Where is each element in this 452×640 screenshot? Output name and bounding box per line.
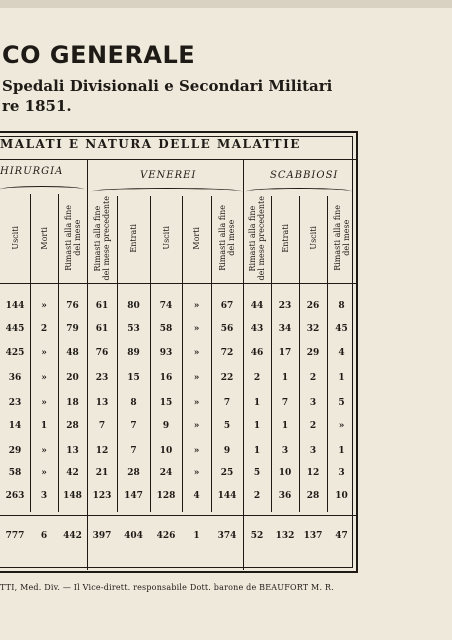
total-cell: 426	[156, 531, 176, 541]
column-header	[150, 196, 182, 280]
column-header-label: Usciti	[10, 226, 20, 250]
table-cell: 7	[130, 446, 137, 456]
header-divider	[0, 283, 356, 284]
table-cell: 4	[193, 491, 200, 501]
table-cell: 18	[66, 398, 79, 408]
table-cell: »	[41, 398, 47, 408]
table-cell: 79	[66, 324, 79, 334]
signature-line: TTI, Med. Div. — Il Vice-dirett. responsabile Dott. barone de BEAUFORT M. R.	[0, 583, 334, 592]
table-cell: 28	[306, 491, 320, 501]
table-cell: 43	[250, 324, 264, 334]
column-header-label: Rimasti alla fine del mese precedente	[248, 195, 266, 281]
table-cell: »	[41, 446, 47, 456]
table-cell: 67	[220, 301, 234, 311]
column-header	[87, 196, 117, 280]
table-cell: 7	[281, 398, 289, 408]
table-cell: 2	[309, 373, 317, 383]
column-header-label: Morti	[39, 226, 49, 250]
table-band-title	[0, 137, 362, 151]
table-cell: 4	[338, 348, 345, 358]
table-cell: 29	[306, 348, 320, 358]
table-cell: 34	[278, 324, 292, 334]
document-title: CO GENERALE	[2, 41, 196, 69]
table-cell: 28	[127, 468, 140, 478]
column-header	[211, 196, 243, 280]
table-cell: 32	[306, 324, 320, 334]
table-cell: 1	[338, 446, 345, 456]
total-cell: 404	[124, 531, 143, 541]
table-cell: 12	[95, 446, 109, 456]
table-cell: 10	[159, 446, 173, 456]
group-label-scabbiosi: SCABBIOSI	[270, 170, 339, 181]
table-cell: 2	[253, 491, 261, 501]
table-cell: 61	[95, 324, 109, 334]
table-cell: 263	[5, 491, 25, 501]
table-cell: 8	[338, 301, 345, 311]
table-cell: 3	[309, 398, 317, 408]
table-cell: 74	[159, 301, 173, 311]
table-cell: 425	[5, 348, 25, 358]
column-header-label: Rimasti alla fine del mese	[63, 205, 82, 271]
table-cell: 36	[8, 373, 22, 383]
table-cell: »	[193, 348, 200, 358]
table-cell: 123	[92, 491, 112, 501]
table-cell: 21	[95, 468, 109, 478]
table-cell: »	[193, 446, 200, 456]
table-cell: 20	[66, 373, 79, 383]
table-cell: 144	[5, 301, 25, 311]
table-cell: 76	[66, 301, 79, 311]
table-cell: 1	[253, 421, 261, 431]
table-cell: 5	[338, 398, 345, 408]
table-cell: 76	[95, 348, 109, 358]
table-cell: 29	[8, 446, 22, 456]
table-cell: 3	[40, 491, 48, 501]
table-cell: 1	[281, 421, 289, 431]
total-cell: 6	[40, 531, 48, 541]
column-header	[327, 196, 356, 280]
table-cell: 26	[306, 301, 320, 311]
column-header	[30, 196, 58, 280]
table-cell: »	[193, 398, 200, 408]
table-cell: 445	[5, 324, 25, 334]
table-cell: 14	[8, 421, 22, 431]
table-cell: 1	[40, 421, 48, 431]
table-cell: 23	[8, 398, 22, 408]
table-cell: »	[193, 324, 200, 334]
total-cell: 777	[5, 531, 25, 541]
total-cell: 137	[303, 531, 323, 541]
document-subtitle: Spedali Divisionali e Secondari Militari	[2, 77, 333, 95]
band-title-text: MALATI E NATURA DELLE MALATTIE	[0, 137, 301, 151]
table-cell: 72	[220, 348, 234, 358]
column-header-label: Rimasti alla fine del mese	[218, 205, 236, 271]
group-brace-venerei	[92, 188, 242, 195]
column-header-label: Rimasti alla fine del mese precedente	[93, 195, 111, 281]
table-cell: 58	[159, 324, 173, 334]
table-cell: 89	[127, 348, 140, 358]
total-cell: 47	[335, 531, 348, 541]
table-cell: 25	[220, 468, 234, 478]
table-cell: 93	[159, 348, 173, 358]
table-cell: 53	[127, 324, 140, 334]
table-cell: 16	[159, 373, 173, 383]
table-cell: 10	[335, 491, 348, 501]
column-header	[243, 196, 271, 280]
column-header-label: Morti	[192, 226, 201, 250]
table-cell: 1	[253, 446, 261, 456]
table-cell: »	[193, 468, 200, 478]
document-date-line: re 1851.	[2, 97, 72, 115]
table-cell: 80	[127, 301, 140, 311]
table-cell: 8	[130, 398, 137, 408]
table-cell: 7	[130, 421, 137, 431]
column-header-label: Entrati	[280, 223, 290, 253]
table-cell: 3	[338, 468, 345, 478]
table-cell: 42	[66, 468, 79, 478]
table-cell: »	[193, 301, 200, 311]
table-cell: 5	[223, 421, 231, 431]
table-cell: 148	[63, 491, 82, 501]
column-header-label: Usciti	[161, 226, 171, 250]
table-cell: 15	[127, 373, 140, 383]
table-cell: 128	[156, 491, 176, 501]
table-cell: 23	[95, 373, 109, 383]
column-header	[117, 196, 150, 280]
total-cell: 442	[63, 531, 82, 541]
column-header	[58, 196, 87, 280]
table-cell: 13	[66, 446, 79, 456]
group-label-venerei: VENEREI	[140, 170, 197, 181]
total-cell: 397	[92, 531, 112, 541]
table-cell: 2	[40, 324, 48, 334]
table-cell: 15	[159, 398, 173, 408]
table-cell: »	[338, 421, 345, 431]
group-brace-scabbiosi	[246, 188, 352, 195]
column-header	[182, 196, 211, 280]
table-cell: 24	[159, 468, 173, 478]
table-cell: 144	[217, 491, 237, 501]
table-cell: 1	[253, 398, 261, 408]
scan-edge	[0, 0, 452, 8]
table-cell: 17	[278, 348, 292, 358]
column-header-label: Usciti	[308, 226, 318, 250]
column-header	[271, 196, 299, 280]
table-cell: 7	[98, 421, 106, 431]
total-cell: 52	[250, 531, 264, 541]
table-cell: »	[193, 421, 200, 431]
table-cell: 2	[253, 373, 261, 383]
total-cell: 374	[217, 531, 237, 541]
table-cell: »	[193, 373, 200, 383]
table-cell: »	[41, 373, 47, 383]
table-cell: 44	[250, 301, 264, 311]
column-header-label: Rimasti alla fine del mese	[332, 205, 351, 271]
table-cell: »	[41, 348, 47, 358]
table-cell: 9	[162, 421, 170, 431]
table-cell: 3	[309, 446, 317, 456]
table-cell: 56	[220, 324, 234, 334]
table-cell: 7	[223, 398, 231, 408]
total-cell: 1	[193, 531, 200, 541]
group-brace-chirurgia	[0, 186, 84, 193]
table-cell: 9	[223, 446, 231, 456]
total-cell: 132	[275, 531, 295, 541]
column-header	[0, 196, 30, 280]
table-cell: 1	[338, 373, 345, 383]
table-cell: 46	[250, 348, 264, 358]
table-cell: »	[41, 468, 47, 478]
table-cell: 2	[309, 421, 317, 431]
table-cell: 3	[281, 446, 289, 456]
table-cell: 13	[95, 398, 109, 408]
group-label-chirurgia: HIRURGIA	[0, 166, 64, 177]
table-cell: 12	[306, 468, 320, 478]
band-divider	[0, 159, 356, 160]
totals-divider	[0, 515, 356, 516]
table-cell: 5	[253, 468, 261, 478]
table-cell: 10	[278, 468, 292, 478]
table-cell: »	[41, 301, 47, 311]
table-cell: 28	[66, 421, 79, 431]
table-cell: 58	[8, 468, 22, 478]
table-cell: 61	[95, 301, 109, 311]
table-cell: 23	[278, 301, 292, 311]
table-cell: 22	[220, 373, 234, 383]
table-cell: 36	[278, 491, 292, 501]
column-header-label: Entrati	[129, 223, 138, 253]
table-cell: 147	[124, 491, 143, 501]
table-cell: 45	[335, 324, 348, 334]
table-cell: 1	[281, 373, 289, 383]
table-cell: 48	[66, 348, 79, 358]
column-header	[299, 196, 327, 280]
